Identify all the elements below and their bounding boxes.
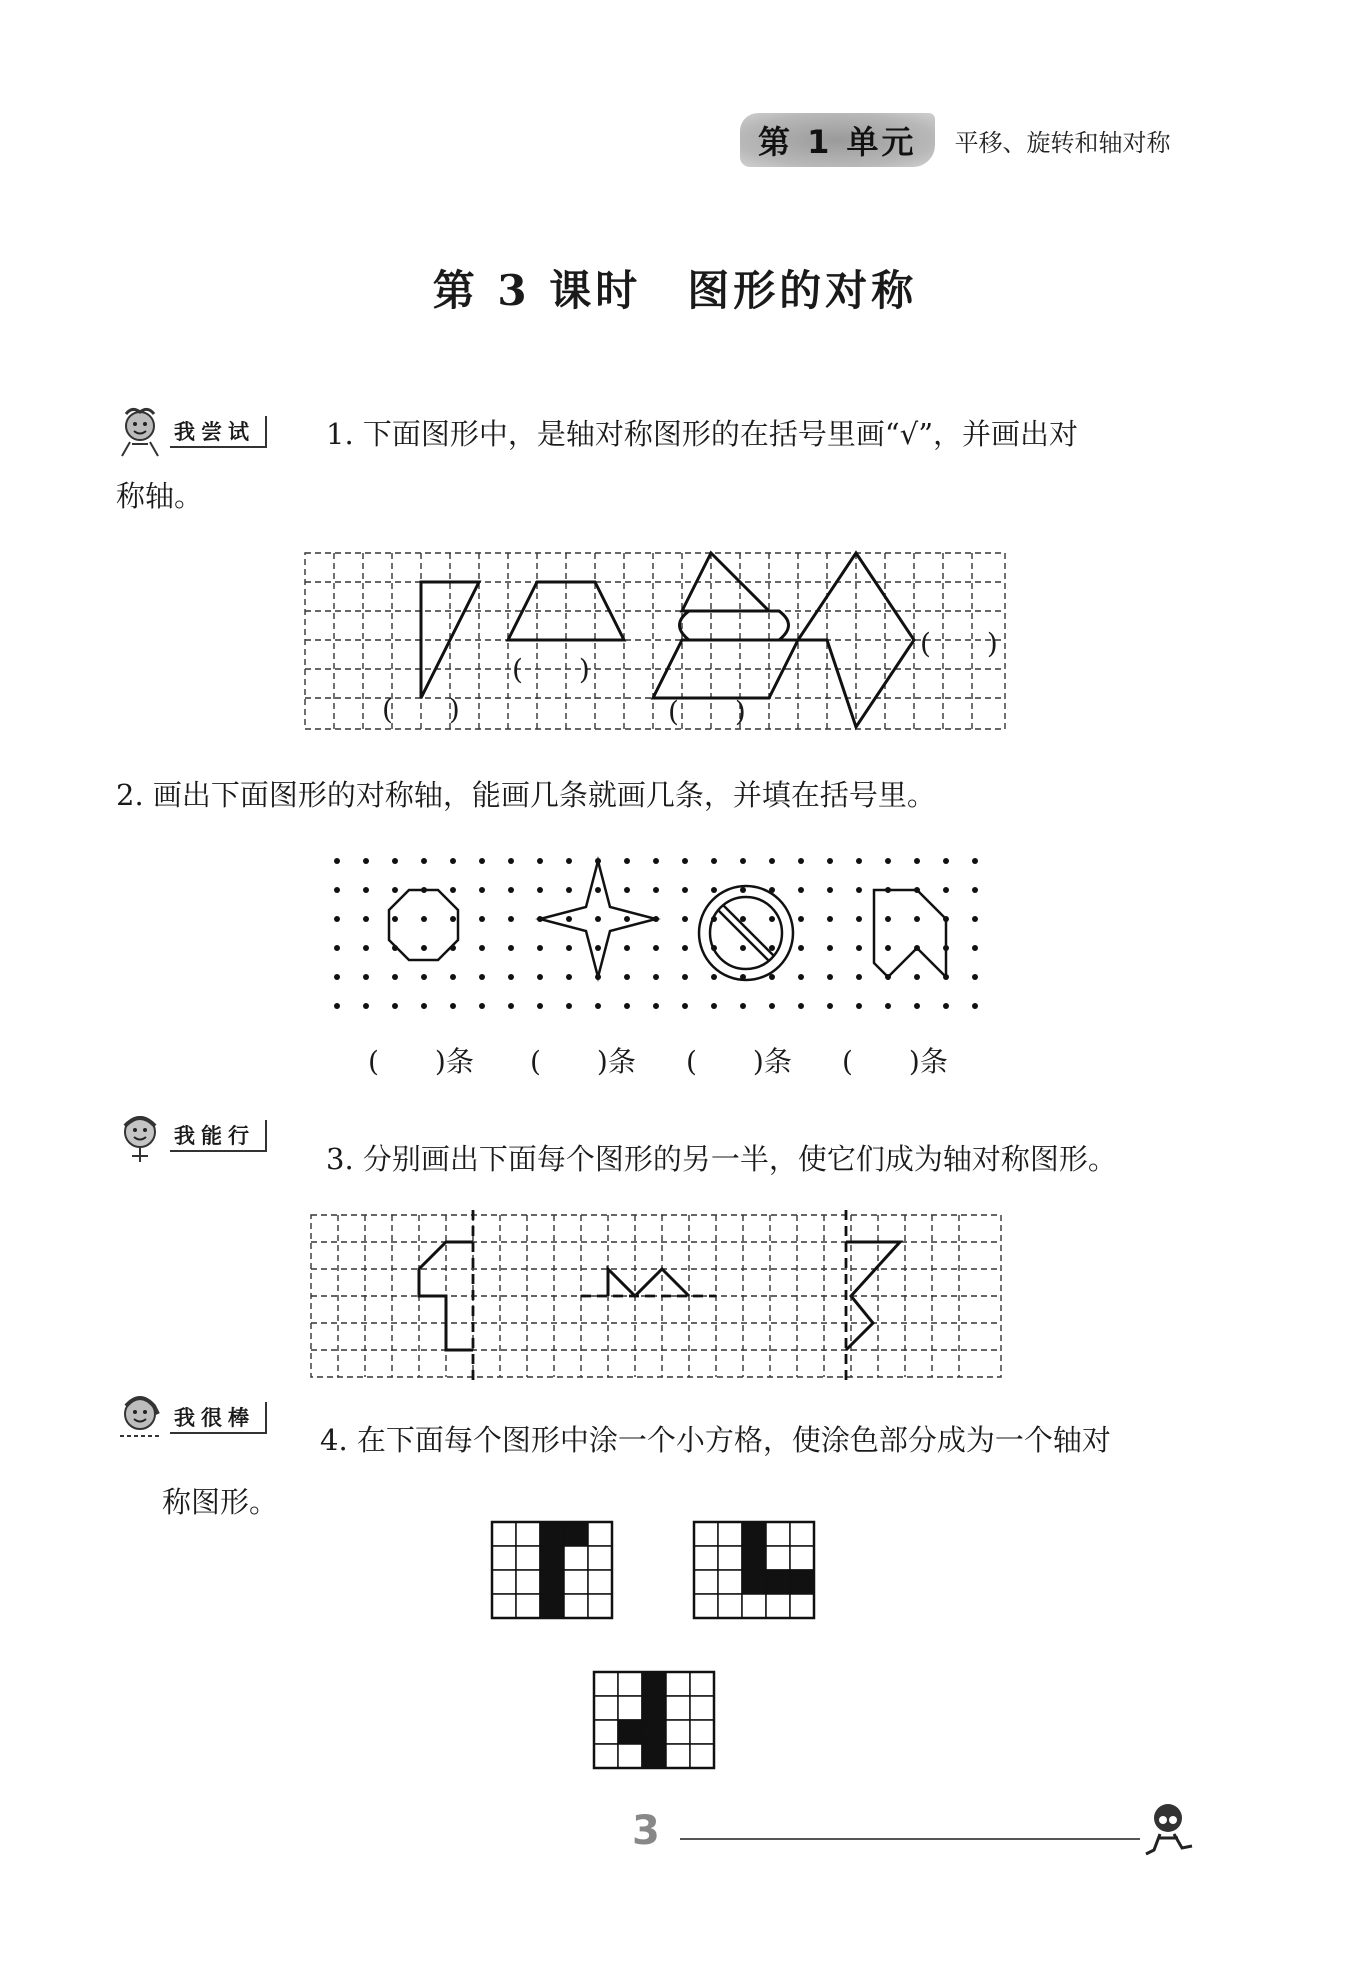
grid-cell[interactable] (588, 1522, 612, 1546)
grid-cell-filled[interactable] (540, 1522, 564, 1546)
answer-count[interactable]: ( )条 (686, 1045, 792, 1078)
grid-cell[interactable] (666, 1696, 690, 1720)
grid-cell[interactable] (564, 1546, 588, 1570)
grid-cell[interactable] (618, 1672, 642, 1696)
coloring-grid[interactable] (492, 1522, 612, 1618)
grid-cell[interactable] (618, 1696, 642, 1720)
grid-cell-filled[interactable] (564, 1522, 588, 1546)
grid-cell[interactable] (516, 1546, 540, 1570)
grid-cell[interactable] (594, 1672, 618, 1696)
answer-paren[interactable]: ( ) (512, 653, 590, 686)
grid-cell[interactable] (588, 1546, 612, 1570)
grid-cell-filled[interactable] (642, 1672, 666, 1696)
grid-cell-filled[interactable] (618, 1720, 642, 1744)
grid-cell[interactable] (690, 1720, 714, 1744)
grid-cell[interactable] (694, 1570, 718, 1594)
grid-cell-filled[interactable] (790, 1570, 814, 1594)
grid-cell[interactable] (694, 1594, 718, 1618)
grid-cell[interactable] (766, 1522, 790, 1546)
grid-cell[interactable] (492, 1570, 516, 1594)
question-4-line2: 称图形。 (162, 1485, 279, 1519)
grid-cell-filled[interactable] (642, 1720, 666, 1744)
grid-cell-filled[interactable] (642, 1696, 666, 1720)
grid-cell[interactable] (588, 1570, 612, 1594)
unit-subtitle: 平移、旋转和轴对称 (954, 128, 1171, 157)
lesson-title: 第 3 课时 图形的对称 (432, 266, 918, 315)
grid-cell[interactable] (790, 1546, 814, 1570)
question-1-line2: 称轴。 (116, 479, 204, 513)
grid-cell[interactable] (718, 1594, 742, 1618)
grid-cell[interactable] (618, 1744, 642, 1768)
grid-cell[interactable] (694, 1546, 718, 1570)
grid-cell-filled[interactable] (742, 1546, 766, 1570)
grid-cell[interactable] (690, 1744, 714, 1768)
question-1-line1: 1. 下面图形中，是轴对称图形的在括号里画“√”，并画出对 (326, 417, 1079, 451)
grid-cell-filled[interactable] (540, 1546, 564, 1570)
unit-badge: 第 1 单元 (740, 113, 935, 167)
answer-paren[interactable]: ( ) (382, 693, 460, 726)
grid-cell[interactable] (766, 1546, 790, 1570)
grid-cell[interactable] (666, 1672, 690, 1696)
grid-cell[interactable] (516, 1570, 540, 1594)
answer-paren[interactable]: ( ) (920, 627, 998, 660)
answer-paren[interactable]: ( ) (668, 695, 746, 728)
grid-cell[interactable] (594, 1744, 618, 1768)
grid-cell[interactable] (742, 1594, 766, 1618)
grid-cell[interactable] (594, 1696, 618, 1720)
question-3: 3. 分别画出下面每个图形的另一半，使它们成为轴对称图形。 (326, 1142, 1117, 1176)
grid-cell[interactable] (666, 1744, 690, 1768)
grid-cell[interactable] (492, 1594, 516, 1618)
page-number: 3 (632, 1808, 660, 1854)
grid-cell[interactable] (766, 1594, 790, 1618)
grid-cell[interactable] (790, 1594, 814, 1618)
grid-cell-filled[interactable] (766, 1570, 790, 1594)
question-4-line1: 4. 在下面每个图形中涂一个小方格，使涂色部分成为一个轴对 (320, 1423, 1111, 1457)
answer-count[interactable]: ( )条 (530, 1045, 636, 1078)
answer-count[interactable]: ( )条 (842, 1045, 948, 1078)
question-2: 2. 画出下面图形的对称轴，能画几条就画几条，并填在括号里。 (116, 778, 936, 812)
grid-cell[interactable] (594, 1720, 618, 1744)
grid-cell[interactable] (564, 1570, 588, 1594)
grid-cell[interactable] (492, 1522, 516, 1546)
grid-cell[interactable] (564, 1594, 588, 1618)
running-kid-icon (1138, 1800, 1198, 1862)
grid-cell-filled[interactable] (742, 1570, 766, 1594)
grid-cell[interactable] (588, 1594, 612, 1618)
grid-cell-filled[interactable] (742, 1522, 766, 1546)
section-tag: 我尝试 (170, 416, 267, 448)
grid-cell[interactable] (492, 1546, 516, 1570)
grid-cell-filled[interactable] (540, 1594, 564, 1618)
grid-cell-filled[interactable] (642, 1744, 666, 1768)
section-tag: 我能行 (170, 1120, 267, 1152)
grid-cell[interactable] (718, 1522, 742, 1546)
grid-cell[interactable] (516, 1522, 540, 1546)
section-tag: 我很棒 (170, 1402, 267, 1434)
coloring-grid[interactable] (594, 1672, 714, 1768)
grid-cell[interactable] (666, 1720, 690, 1744)
grid-cell-filled[interactable] (540, 1570, 564, 1594)
grid-cell[interactable] (694, 1522, 718, 1546)
footer-rule (680, 1838, 1140, 1840)
grid-cell[interactable] (690, 1696, 714, 1720)
grid-cell[interactable] (690, 1672, 714, 1696)
grid-cell[interactable] (718, 1546, 742, 1570)
grid-cell[interactable] (718, 1570, 742, 1594)
grid-cell[interactable] (790, 1522, 814, 1546)
coloring-grid[interactable] (694, 1522, 814, 1618)
grid-cell[interactable] (516, 1594, 540, 1618)
answer-count[interactable]: ( )条 (368, 1045, 474, 1078)
